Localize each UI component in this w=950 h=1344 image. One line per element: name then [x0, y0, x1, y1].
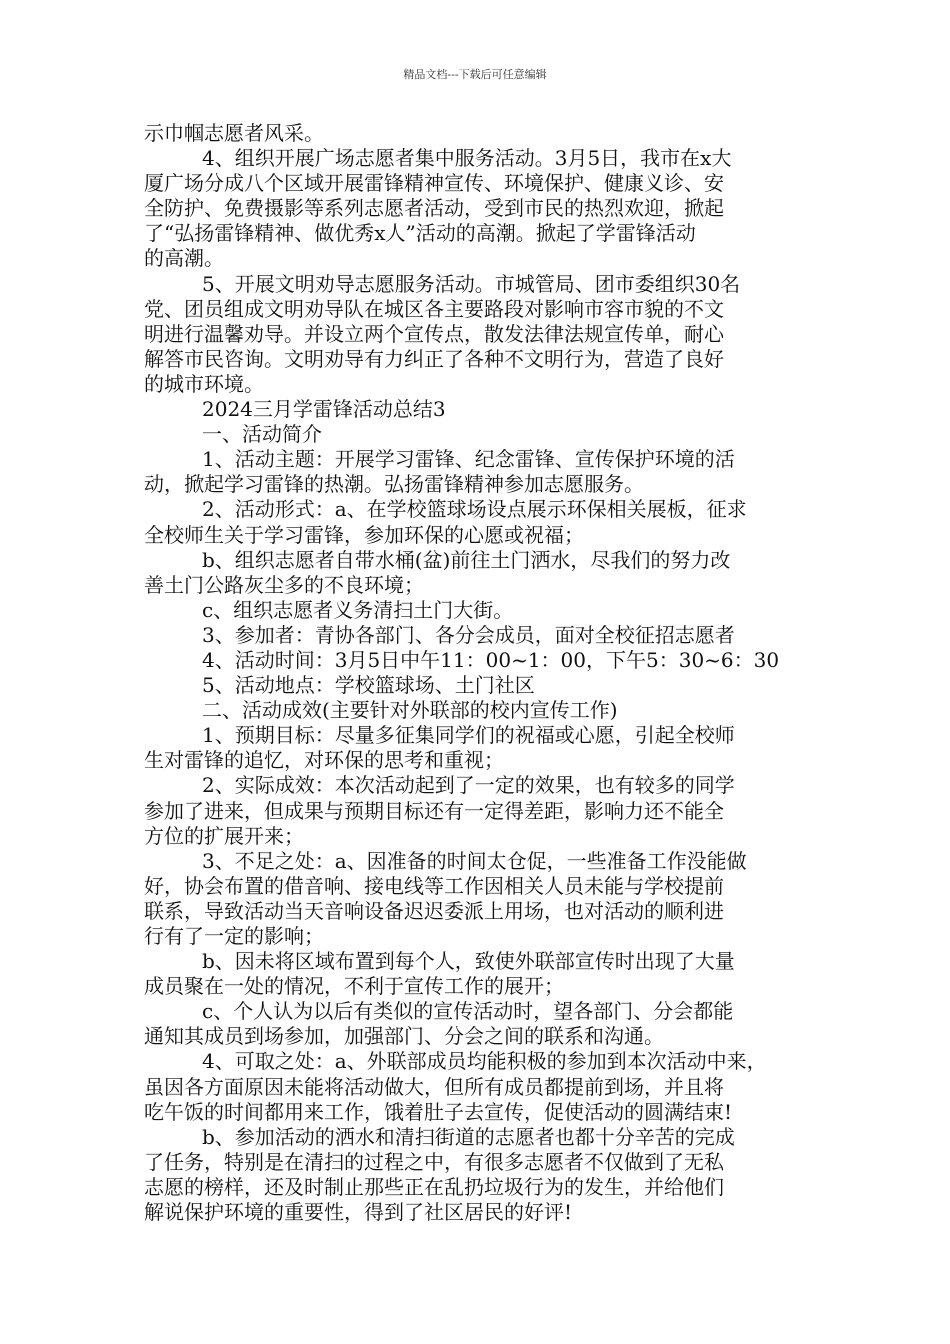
text-line: 生对雷锋的追忆，对环保的思考和重视；	[144, 748, 504, 773]
text-line: 全校师生关于学习雷锋，参加环保的心愿或祝福；	[144, 522, 584, 547]
text-line: 2024三月学雷锋活动总结3	[202, 397, 446, 422]
text-line: 行有了一定的影响；	[144, 924, 324, 948]
text-line: 1、活动主题：开展学习雷锋、纪念雷锋、宣传保护环境的活	[202, 447, 735, 472]
text-line: 好，协会布置的借音响、接电线等工作因相关人员未能与学校提前	[144, 873, 724, 898]
text-line: 一、活动简介	[202, 422, 322, 447]
text-line: b、因未将区域布置到每个人，致使外联部宣传时出现了大量	[202, 949, 735, 974]
text-line: 解答市民咨询。文明劝导有力纠正了各种不文明行为，营造了良好	[144, 346, 724, 371]
text-line: b、组织志愿者自带水桶(盆)前往土门洒水，尽我们的努力改	[202, 547, 731, 572]
text-line: 的城市环境。	[144, 371, 264, 396]
text-line: c、个人认为以后有类似的宣传活动时，望各部门、分会都能	[202, 999, 734, 1024]
text-line: 党、团员组成文明劝导队在城区各主要路段对影响市容市貌的不文	[144, 296, 724, 321]
text-line: 动，掀起学习雷锋的热潮。弘扬雷锋精神参加志愿服务。	[144, 472, 644, 497]
text-line: 志愿的榜样，还及时制止那些正在乱扔垃圾行为的发生，并给他们	[144, 1174, 724, 1199]
text-line: 方位的扩展开来；	[144, 823, 304, 848]
text-line: 5、活动地点：学校篮球场、土门社区	[202, 673, 535, 698]
text-line: 吃午饭的时间都用来工作，饿着肚子去宣传，促使活动的圆满结束!	[144, 1099, 733, 1124]
text-line: 4、活动时间：3月5日中午11：00~1：00，下午5：30~6：30	[202, 647, 780, 672]
text-line: 1、预期目标：尽量多征集同学们的祝福或心愿，引起全校师	[202, 723, 735, 748]
text-line: 了“弘扬雷锋精神、做优秀x人”活动的高潮。掀起了学雷锋活动	[144, 221, 696, 246]
text-line: 5、开展文明劝导志愿服务活动。市城管局、团市委组织30名	[202, 271, 741, 296]
text-line: 通知其成员到场参加，加强部门、分会之间的联系和沟通。	[144, 1024, 664, 1049]
text-line: 二、活动成效(主要针对外联部的校内宣传工作)	[202, 698, 618, 723]
text-line: 示巾帼志愿者风采。	[144, 121, 324, 145]
text-line: 3、不足之处：a、因准备的时间太仓促，一些准备工作没能做	[202, 848, 747, 873]
text-line: 善土门公路灰尘多的不良环境；	[144, 572, 424, 597]
text-line: 4、可取之处：a、外联部成员均能积极的参加到本次活动中来，	[202, 1049, 767, 1074]
text-line: 2、实际成效：本次活动起到了一定的效果，也有较多的同学	[202, 773, 735, 798]
text-line: 了任务，特别是在清扫的过程之中，有很多志愿者不仅做到了无私	[144, 1149, 724, 1174]
text-line: 的高潮。	[144, 246, 224, 271]
page-header: 精品文档---下载后可任意编辑	[403, 68, 547, 81]
document-body	[144, 121, 809, 1225]
text-line: 厦广场分成八个区域开展雷锋精神宣传、环境保护、健康义诊、安	[144, 171, 724, 196]
text-line: 4、组织开展广场志愿者集中服务活动。3月5日，我市在x大	[202, 146, 732, 171]
text-line: 明进行温馨劝导。并设立两个宣传点，散发法律法规宣传单，耐心	[144, 321, 724, 346]
text-line: 解说保护环境的重要性，得到了社区居民的好评!	[144, 1200, 573, 1225]
text-line: 参加了进来，但成果与预期目标还有一定得差距，影响力还不能全	[144, 798, 724, 823]
text-line: b、参加活动的洒水和清扫街道的志愿者也都十分辛苦的完成	[202, 1124, 735, 1149]
text-line: 全防护、免费摄影等系列志愿者活动，受到市民的热烈欢迎，掀起	[144, 196, 724, 221]
text-line: 2、活动形式：a、在学校篮球场设点展示环保相关展板，征求	[202, 497, 747, 522]
text-line: 虽因各方面原因未能将活动做大，但所有成员都提前到场，并且将	[144, 1074, 724, 1099]
text-line: 3、参加者：青协各部门、各分会成员，面对全校征招志愿者	[202, 622, 735, 647]
text-line: c、组织志愿者义务清扫土门大街。	[202, 597, 514, 622]
text-line: 联系，导致活动当天音响设备迟迟委派上用场，也对活动的顺利进	[144, 898, 724, 923]
text-line: 成员聚在一处的情况，不利于宣传工作的展开；	[144, 974, 564, 999]
